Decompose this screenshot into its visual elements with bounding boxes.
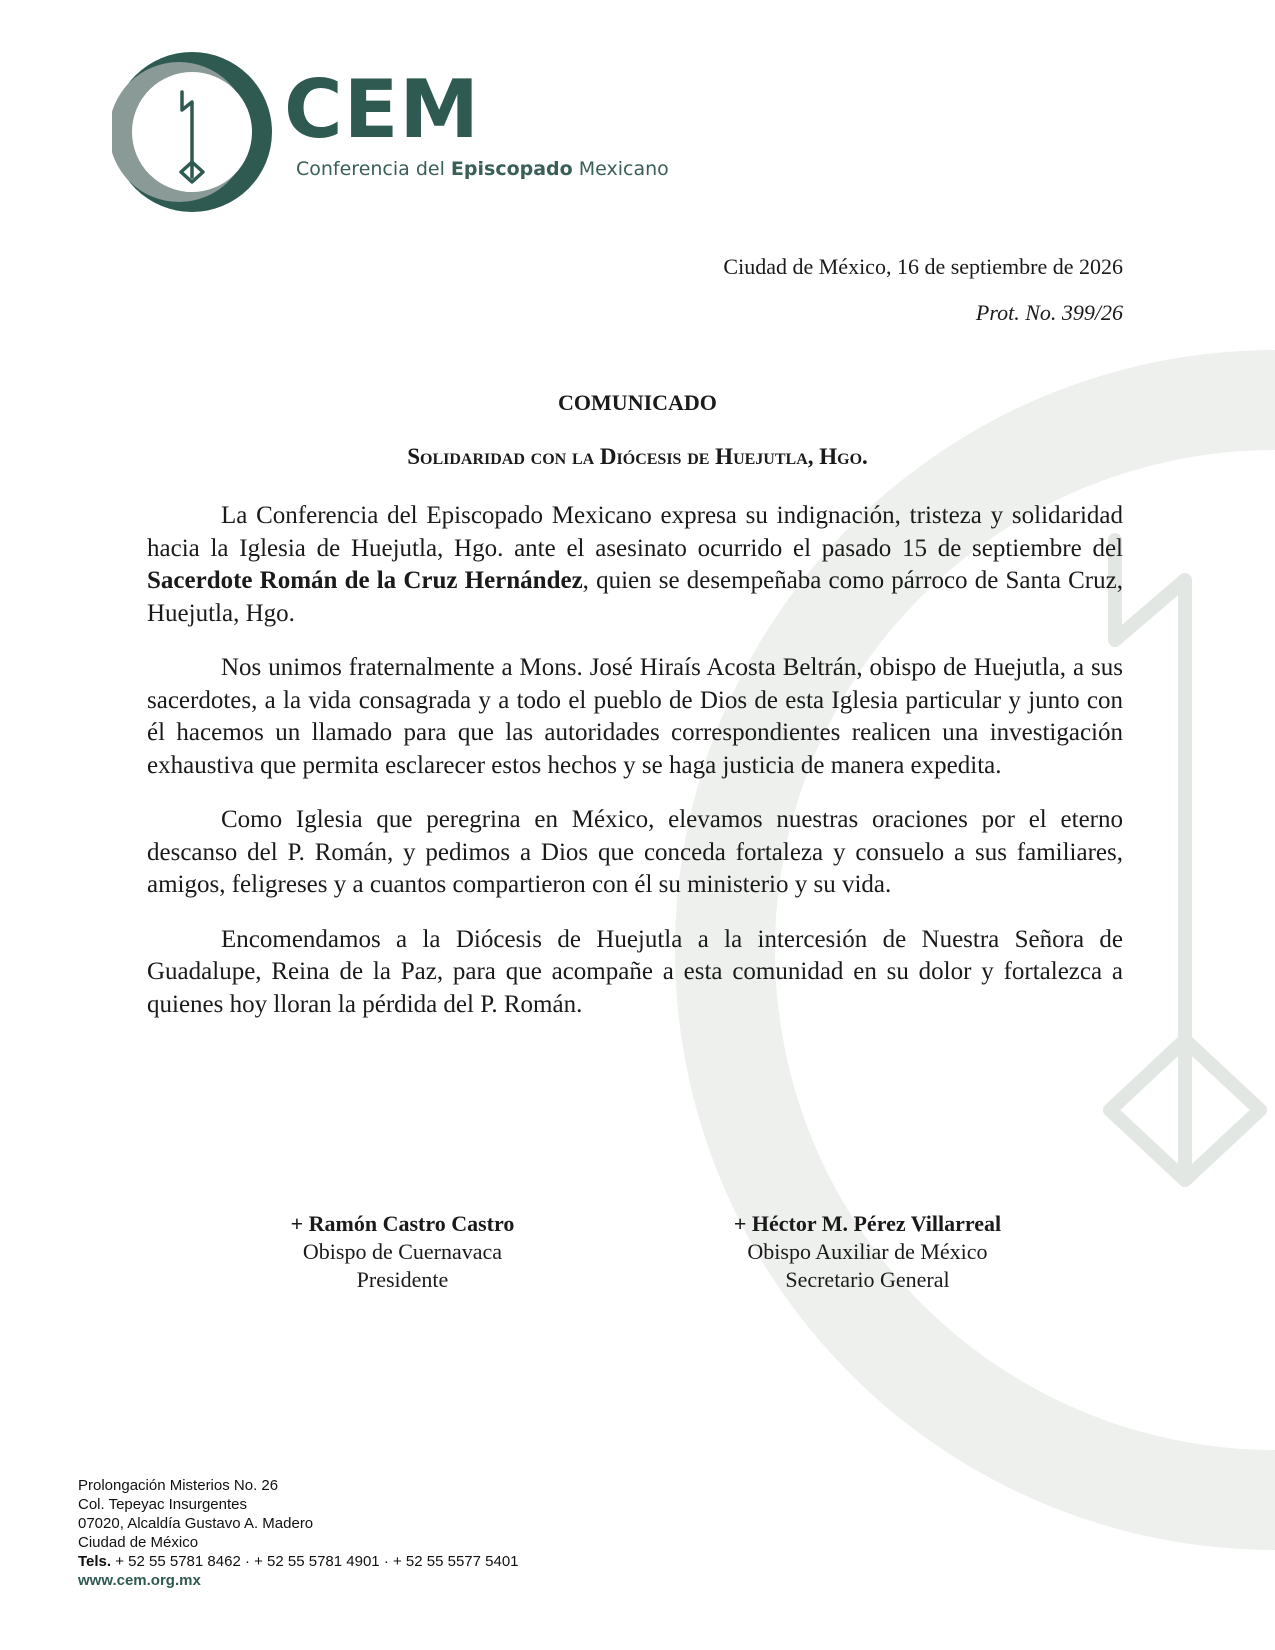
address-line: Ciudad de México — [78, 1534, 199, 1551]
signer-role: Obispo Auxiliar de México — [747, 1239, 988, 1264]
signer-name: + Ramón Castro Castro — [290, 1211, 515, 1236]
paragraph-2: Nos unimos fraternalmente a Mons. José Hiraís Acosta Beltrán, obispo de Huejutla, a sus sacerdotes, a la vida consagrada y a todo el pueblo de Dios de esta Iglesia particular y junto con él hacemos un llamado para que las autoridades correspondientes realicen una investigación exhaustiva que permita esclarecer estos hechos y se haga justicia de manera expedita. — [147, 654, 1123, 779]
signer-position: Secretario General — [785, 1267, 950, 1292]
address-line: 07020, Alcaldía Gustavo A. Madero — [78, 1515, 314, 1532]
paragraph-3: Como Iglesia que peregrina en México, elevamos nuestras oraciones por el eterno descanso del P. Román, y pedimos a Dios que conceda fortaleza y consuelo a sus familiares, amigos, feligreses y a cuantos compartieron con él su ministerio y su vida. — [147, 806, 1123, 898]
signer-role: Obispo de Cuernavaca — [302, 1239, 503, 1264]
phone-line: Tels. + 52 55 5781 8462 · + 52 55 5781 4901 · + 52 55 5577 5401 — [78, 1553, 519, 1570]
document-subtitle: Solidaridad con la Diócesis de Huejutla, Hgo. — [407, 444, 868, 469]
dateline: Ciudad de México, 16 de septiembre de 2026 — [723, 254, 1123, 279]
protocol-number: Prot. No. 399/26 — [975, 300, 1123, 325]
priest-name: Sacerdote Román de la Cruz Hernández — [147, 567, 583, 594]
signature-secretary — [690, 1210, 1045, 1294]
document-title: COMUNICADO — [558, 390, 717, 415]
cem-logo-emblem-icon — [112, 52, 272, 212]
letter-body — [147, 500, 1123, 1043]
signer-position: Presidente — [356, 1267, 449, 1292]
paragraph-1: La Conferencia del Episcopado Mexicano expresa su indignación, tristeza y solidaridad hacia la Iglesia de Huejutla, Hgo. ante el asesinato ocurrido el pasado 15 de septiembre del Sacerdote Román de la Cruz Hernández, quien se desempeñaba como párroco de Santa Cruz, Huejutla, Hgo. — [147, 502, 1123, 627]
signature-president — [230, 1210, 575, 1294]
signer-name: + Héctor M. Pérez Villarreal — [733, 1211, 1002, 1236]
footer-contact — [78, 1476, 519, 1590]
paragraph-4: Encomendamos a la Diócesis de Huejutla a la intercesión de Nuestra Señora de Guadalupe, Reina de la Paz, para que acompañe a esta comunidad en su dolor y fortalezca a quienes hoy lloran la pérdida del P. Román. — [147, 925, 1123, 1018]
logo-subtitle: Conferencia del Episcopado Mexicano — [296, 158, 669, 180]
address-line: Prolongación Misterios No. 26 — [78, 1477, 279, 1494]
logo-wordmark: CEM — [284, 63, 480, 156]
website-link[interactable]: www.cem.org.mx — [78, 1572, 201, 1589]
address-line: Col. Tepeyac Insurgentes — [78, 1496, 247, 1513]
